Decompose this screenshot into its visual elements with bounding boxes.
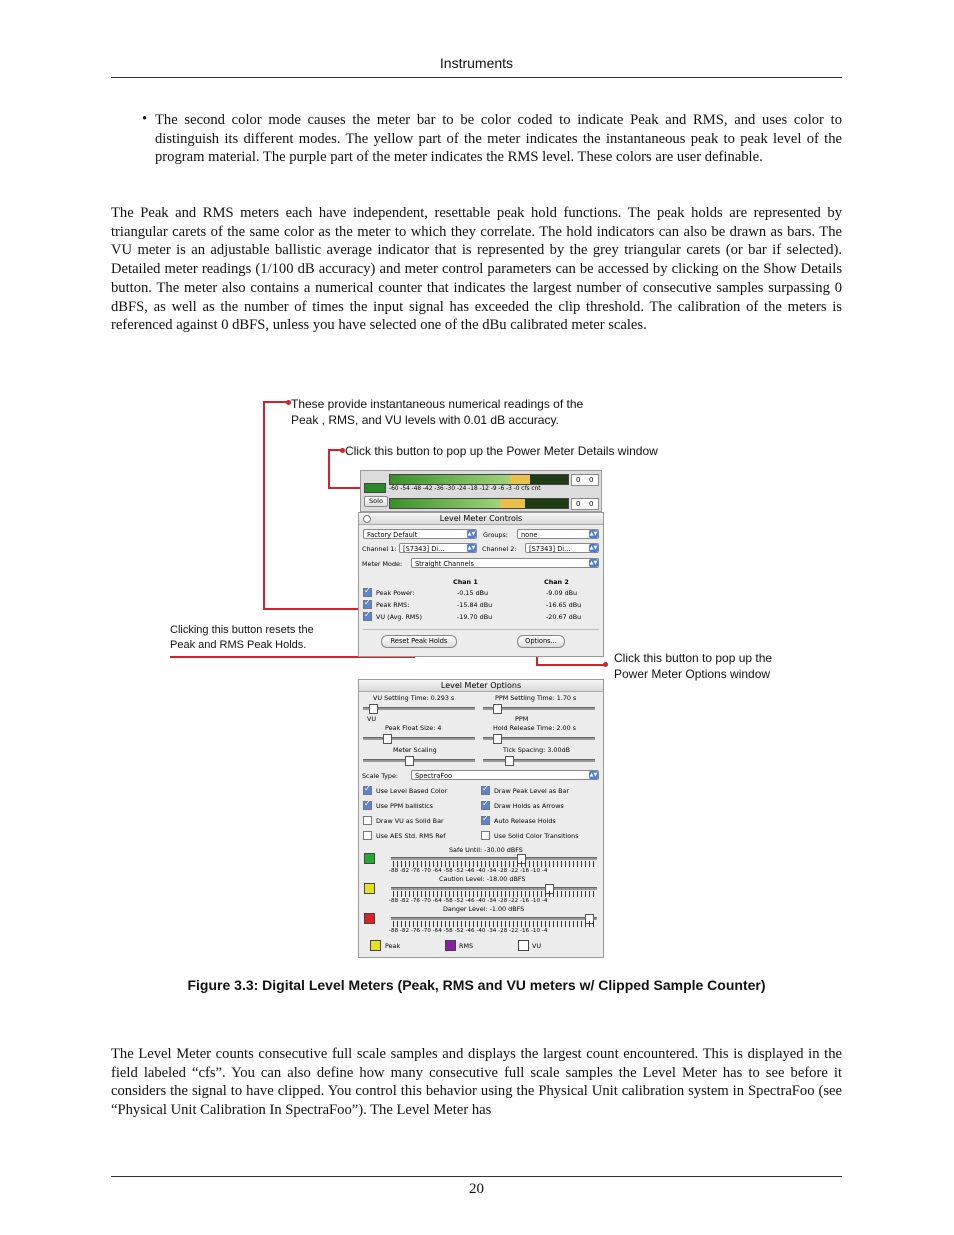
slider-thumb[interactable]: [493, 704, 502, 714]
meter-mode-select[interactable]: [411, 558, 599, 568]
options-button[interactable]: Options...: [517, 635, 565, 648]
cfs-counter-bottom: [571, 498, 599, 510]
meter-fill-bottom: [390, 499, 500, 508]
row-label: VU (Avg. RMS): [376, 613, 422, 621]
chevron-updown-icon: ▲▼: [589, 772, 598, 778]
peak-float-label: Peak Float Size: 4: [385, 724, 442, 732]
slider-thumb[interactable]: [369, 704, 378, 714]
bullet-paragraph: The second color mode causes the meter bar to be color coded to indicate Peak and RMS, and uses color to distinguish its different modes. The yellow part of the meter indicates the instantaneous peak to peak level of the program material. The purple part of the meter indicates the RMS level. These colors are user definable.: [155, 112, 842, 166]
meter-scale: -60 -54 -48 -42 -36 -30 -24 -18 -12 -9 -6 -3 -0 cfs cnt: [389, 486, 541, 492]
option-checkbox[interactable]: [363, 801, 372, 810]
channel1-label: Channel 1:: [362, 545, 397, 553]
meter-scaling-slider[interactable]: [363, 759, 475, 762]
hold-release-label: Hold Release Time: 2.00 s: [493, 724, 576, 732]
callout-line: [536, 664, 606, 666]
hold-release-slider[interactable]: [483, 737, 595, 740]
option-label: Use Solid Color Transitions: [494, 832, 579, 840]
chevron-updown-icon: ▲▼: [467, 531, 476, 537]
peak-color-swatch[interactable]: [370, 940, 381, 951]
page-number: 20: [469, 1181, 484, 1197]
reset-peak-holds-button[interactable]: Reset Peak Holds: [381, 635, 457, 648]
ppm-settling-slider[interactable]: [483, 707, 595, 710]
figure-caption: Figure 3.3: Digital Level Meters (Peak, RMS and VU meters w/ Clipped Sample Counter): [187, 977, 766, 993]
tick-spacing-label: Tick Spacing: 3.00dB: [503, 746, 571, 754]
option-label: Use PPM ballistics: [376, 802, 433, 810]
option-checkbox[interactable]: [363, 831, 372, 840]
channel2-label: Channel 2:: [482, 545, 517, 553]
meter-mode-value: Straight Channels: [415, 560, 474, 568]
callout-details: Click this button to pop up the Power Meter Details window: [345, 444, 658, 458]
slider-thumb[interactable]: [405, 756, 414, 766]
chan1-header: Chan 1: [453, 578, 478, 586]
groups-select[interactable]: [517, 529, 599, 539]
vu-settling-label: VU Settling Time: 0.293 s: [373, 694, 455, 702]
running-header: Instruments: [439, 55, 514, 71]
vu-checkbox[interactable]: [363, 612, 372, 621]
option-label: Draw Holds as Arrows: [494, 802, 564, 810]
callout-options-line2: Power Meter Options window: [614, 667, 771, 681]
channel1-value: [S7343] Di...: [403, 545, 445, 553]
row-value: -0.15 dBu: [457, 589, 489, 597]
ppm-settling-label: PPM Settling Time: 1.70 s: [495, 694, 577, 702]
scale-ticks: [393, 921, 595, 927]
footer-rule: [111, 1176, 842, 1177]
chevron-updown-icon: ▲▼: [589, 560, 598, 566]
preset-select[interactable]: [363, 529, 477, 539]
peak-power-checkbox[interactable]: [363, 588, 372, 597]
callout-numerical: [291, 396, 583, 428]
safe-label: Safe Until: -30.00 dBFS: [449, 846, 523, 854]
groups-value: none: [521, 531, 538, 539]
slider-thumb[interactable]: [383, 734, 392, 744]
row-value: -9.09 dBu: [546, 589, 578, 597]
meter-scaling-label: Meter Scaling: [393, 746, 437, 754]
scale-labels: -88 -82 -76 -70 -64 -58 -52 -46 -40 -34 -28 -22 -16 -10 -4: [389, 898, 548, 904]
counter-value: 0: [589, 500, 594, 508]
meter-peak-bottom: [500, 499, 525, 508]
legend-peak: Peak: [385, 942, 401, 950]
option-label: Use Level Based Color: [376, 787, 448, 795]
safe-slider[interactable]: [391, 857, 597, 860]
callout-line: [263, 401, 265, 609]
option-label: Use AES Std. RMS Ref: [376, 832, 446, 840]
meter-fill-top: [390, 475, 510, 484]
paragraph-peak-rms: The Peak and RMS meters each have independent, resettable peak hold functions. The peak holds are represented by triangular carets of the same color as the meter to which they correlate. The hold indicators can also be drawn as bars. The VU meter is an adjustable ballistic average indicator that is represented by the grey triangular carets (or bar if selected). Detailed meter readings (1/100 dB accuracy) and meter control parameters can be accessed by clicking on the Show Details button. The meter also contains a numerical counter that indicates the largest number of consecutive samples surpassing 0 dBFS, as well as the number of times the input signal has exceeded the clip threshold. The calibration of the meters is referenced against 0 dBFS, unless you have selected one of the dBu calibrated meter scales.: [111, 205, 842, 334]
rms-color-swatch[interactable]: [445, 940, 456, 951]
legend-vu: VU: [532, 942, 542, 950]
window-title: Level Meter Options: [440, 681, 522, 690]
slider-thumb[interactable]: [505, 756, 514, 766]
caution-color-swatch[interactable]: [364, 883, 375, 894]
row-label: Peak RMS:: [376, 601, 410, 609]
meter-bar-bottom: [389, 498, 569, 509]
callout-reset-line2: Peak and RMS Peak Holds.: [170, 639, 307, 651]
option-checkbox[interactable]: [481, 801, 490, 810]
option-checkbox[interactable]: [363, 816, 372, 825]
groups-label: Groups:: [483, 531, 508, 539]
caution-label: Caution Level: -18.00 dBFS: [439, 875, 526, 883]
meter-bar-top: [389, 474, 569, 485]
callout-numerical-line1: These provide instantaneous numerical readings of the: [291, 397, 584, 411]
option-checkbox[interactable]: [481, 816, 490, 825]
scale-type-label: Scale Type:: [362, 772, 399, 780]
scale-labels: -88 -82 -76 -70 -64 -58 -52 -46 -40 -34 -28 -22 -16 -10 -4: [389, 928, 548, 934]
tick-spacing-slider[interactable]: [483, 759, 595, 762]
callout-numerical-line2: Peak , RMS, and VU levels with 0.01 dB accuracy.: [291, 413, 559, 427]
row-value: -15.84 dBu: [457, 601, 493, 609]
bullet-marker: •: [142, 111, 148, 127]
caution-slider[interactable]: [391, 887, 597, 890]
callout-reset: [170, 623, 314, 653]
chevron-updown-icon: ▲▼: [467, 545, 476, 551]
callout-options: [614, 650, 772, 682]
counter-value: 0: [576, 476, 581, 484]
scale-type-value: SpectraFoo: [415, 772, 453, 780]
danger-slider[interactable]: [391, 917, 597, 920]
scale-ticks: [393, 861, 595, 867]
cfs-counter-top: [571, 474, 599, 486]
row-label: Peak Power:: [376, 589, 415, 597]
danger-color-swatch[interactable]: [364, 913, 375, 924]
callout-options-line1: Click this button to pop up the: [614, 651, 773, 665]
channel2-value: [S7343] Di...: [529, 545, 571, 553]
close-icon[interactable]: [363, 515, 371, 523]
window-titlebar: [359, 680, 603, 692]
callout-reset-line1: Clicking this button resets the: [170, 624, 314, 636]
solo-button[interactable]: Solo: [364, 496, 388, 507]
vu-color-swatch[interactable]: [518, 940, 529, 951]
header-rule: [111, 77, 842, 78]
vu-settling-slider[interactable]: [363, 707, 475, 710]
ppm-label: PPM: [515, 715, 529, 723]
level-meter-controls-window: [358, 512, 604, 657]
callout-line: [263, 401, 288, 403]
vu-label: VU: [367, 715, 377, 723]
chan2-header: Chan 2: [544, 578, 569, 586]
peak-rms-checkbox[interactable]: [363, 600, 372, 609]
divider: [363, 629, 599, 630]
scale-ticks: [393, 891, 595, 897]
callout-line: [328, 449, 342, 451]
legend-rms: RMS: [459, 942, 474, 950]
option-checkbox[interactable]: [481, 831, 490, 840]
row-value: -16.65 dBu: [546, 601, 582, 609]
row-value: -20.67 dBu: [546, 613, 582, 621]
scale-labels: -88 -82 -76 -70 -64 -58 -52 -46 -40 -34 -28 -22 -16 -10 -4: [389, 868, 548, 874]
danger-label: Danger Level: -1.00 dBFS: [443, 905, 525, 913]
option-label: Draw VU as Solid Bar: [376, 817, 444, 825]
preset-value: Factory Default: [367, 531, 418, 539]
window-titlebar: [359, 513, 603, 525]
slider-thumb[interactable]: [493, 734, 502, 744]
chevron-updown-icon: ▲▼: [589, 531, 598, 537]
counter-value: 0: [589, 476, 594, 484]
meter-mode-label: Meter Mode:: [362, 560, 403, 568]
channel2-select[interactable]: [525, 543, 599, 553]
option-label: Draw Peak Level as Bar: [494, 787, 570, 795]
callout-line: [328, 449, 330, 489]
paragraph-cfs: The Level Meter counts consecutive full scale samples and displays the largest count encountered. This is displayed in the field labeled “cfs”. You can also define how many consecutive full scale samples the Level Meter has to see before it considers the signal to have clipped. You control this behavior using the Physical Unit calibration system in SpectraFoo (see “Physical Unit Calibration In SpectraFoo”). The Level Meter has: [111, 1046, 842, 1119]
option-checkbox[interactable]: [481, 786, 490, 795]
peak-float-slider[interactable]: [363, 737, 475, 740]
meter-peak-top: [510, 475, 530, 484]
row-value: -19.70 dBu: [457, 613, 493, 621]
safe-color-swatch[interactable]: [364, 853, 375, 864]
clip-indicator-icon[interactable]: [364, 483, 386, 493]
level-meter: [360, 470, 602, 512]
option-label: Auto Release Holds: [494, 817, 556, 825]
option-checkbox[interactable]: [363, 786, 372, 795]
window-title: Level Meter Controls: [439, 514, 523, 523]
level-meter-options-window: [358, 679, 604, 958]
channel1-select[interactable]: [399, 543, 477, 553]
scale-type-select[interactable]: [411, 770, 599, 780]
chevron-updown-icon: ▲▼: [589, 545, 598, 551]
counter-value: 0: [576, 500, 581, 508]
